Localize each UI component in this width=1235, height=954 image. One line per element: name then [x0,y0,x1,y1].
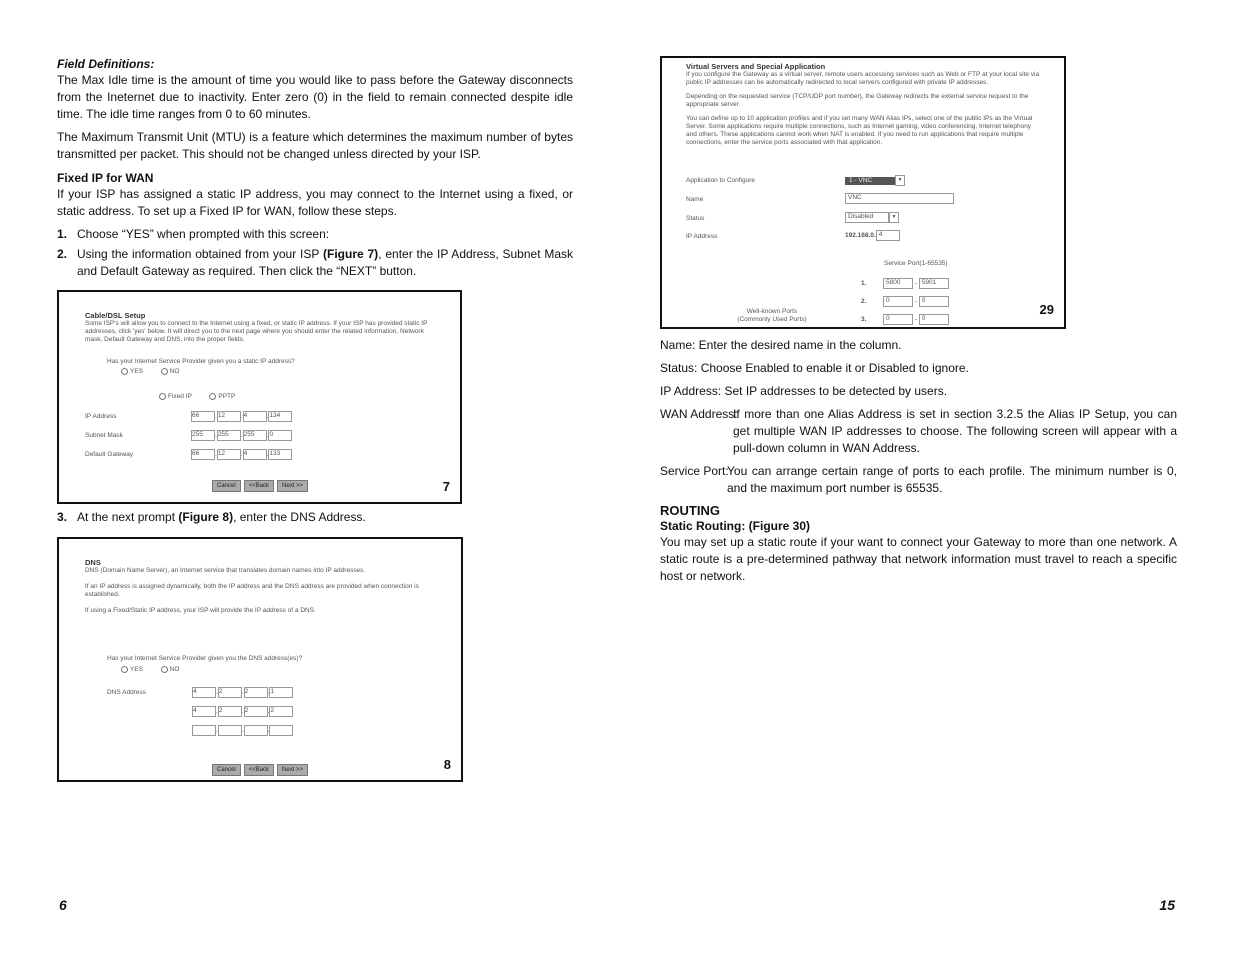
port-row-1: 1. 5800 - 5901 [861,278,949,289]
application-label: Application to Configure [686,177,756,184]
gw-octet-4[interactable]: 133 [268,449,292,460]
dns-description-1: DNS (Domain Name Server), an Internet service that translates domain names into IP addresses. [85,567,366,574]
vs-description-1: If you configure the Gateway as a virtual server, remote users accessing services such as Web or FTP at your local site via public IP addresses can be automatically redirected to local servers configured with private IP addresses. [686,71,1040,86]
subnet-mask-fields [191,430,292,441]
chevron-down-icon: ▼ [895,175,905,186]
ip-octet-1[interactable]: 66 [191,411,215,422]
service-port-header: Service Port(1-65535) [884,260,948,267]
dns3-octet-1[interactable] [192,725,216,736]
static-ip-radio-group [121,368,179,376]
port-row-2: 2. 0 - 0 [861,296,949,307]
fig7-buttons [212,480,311,492]
dns3-octet-2[interactable] [218,725,242,736]
status-label: Status [686,215,705,222]
dns3-octet-3[interactable] [244,725,268,736]
well-known-ports-line1: Well-known Ports [746,308,798,315]
fig8-buttons [212,764,311,776]
static-ip-question: Has your Internet Service Provider given you a static IP address? [107,358,295,365]
routing-heading: ROUTING [660,503,720,518]
cable-dsl-description: Some ISP's will allow you to connect to the Internet using a fixed, or static IP address. If your ISP has provided static IP addresses, click 'yes' below. It will direct you to the next page where you should enter the related information, Network mask, Default Gateway and DNS, into the proper fields. [85,320,428,343]
ip-prefix: 192.168.0. [845,232,876,240]
ip-address-label-29: IP Address [686,233,718,240]
figure-8 [57,537,463,782]
wan-address-text: If more than one Alias Address is set in section 3.2.5 the Alias IP Setup, you can get multiple WAN IP addresses to choose. The following screen will appear with a pull-down column in WAN Address. [733,407,1177,455]
dns-yes-label: YES [130,666,144,674]
dns-address-1-fields [192,687,293,698]
dns1-octet-2[interactable]: 2 [218,687,242,698]
dns2-octet-1[interactable]: 4 [192,706,216,717]
vs-description-3: You can define up to 10 application profiles and if you set many WAN Alias IPs, select one of the public IPs as the Virtual Server. Some applications require multiple connections, such as Internet gaming, video conferencing, Internet telephony and others. These applications cannot work when NAT is enabled. If you need to run applications that require multiple connections, enter the service ports associated with that application. [686,115,1033,146]
status-select-value: Disabled [845,212,889,223]
dns-no-radio[interactable] [161,666,168,673]
port-2-to[interactable]: 0 [919,296,949,307]
mask-octet-1[interactable]: 255 [191,430,215,441]
ip-address-group-29 [845,230,900,241]
virtual-servers-screenshot [686,63,1041,147]
ip-last-octet-input[interactable]: 4 [876,230,900,241]
step-2-post: , enter the IP Address, Subnet Mask and Default Gateway as required. Then click the “NEXT” button. [77,247,574,278]
port-row-3-number: 3. [861,316,867,324]
fixed-ip-radio[interactable] [159,393,166,400]
well-known-ports-line2: (Commonly Used Ports) [737,316,807,323]
no-radio[interactable] [161,368,168,375]
field-definitions-heading: Field Definitions: [57,57,155,71]
vs-description-2: Depending on the requested service (TCP/UDP port number), the Gateway redirects the external service request to the appropriate server. [686,93,1029,108]
right-text [660,337,1177,585]
step-3-number: 3. [57,510,68,524]
figure-29-number: 29 [1039,302,1054,317]
dns-address-label: DNS Address [107,689,147,696]
name-label: Name [686,196,704,203]
default-gateway-label: Default Gateway [85,451,134,458]
yes-radio[interactable] [121,368,128,375]
dns3-octet-4[interactable] [269,725,293,736]
step-1 [57,226,573,243]
step-2-figure-ref: (Figure 7) [323,247,379,261]
status-chevron-down-icon: ▼ [889,212,899,223]
step-3-pre: At the next prompt [77,510,179,524]
gw-octet-3[interactable]: 4 [243,449,267,460]
service-port-text: You can arrange certain range of ports to each profile. The minimum number is 0, and the maximum port number is 65535. [727,464,1177,495]
static-routing-paragraph: You may set up a static route if your want to connect your Gateway to more than one network. A static route is a pre-determined pathway that network information must travel to reach a specific host or network. [660,535,1177,583]
figure-7-number: 7 [442,479,450,494]
port-1-from[interactable]: 5800 [883,278,913,289]
dns-radio-group [121,666,179,674]
step-2-pre: Using the information obtained from your ISP [77,247,324,261]
no-label: NO [169,368,180,376]
port-3-to[interactable]: 0 [919,314,949,325]
dns-no-label: NO [169,666,180,674]
service-port-description [660,463,1177,497]
dns1-octet-3[interactable]: 2 [244,687,268,698]
status-description: Status: Choose Enabled to enable it or Disabled to ignore. [660,361,969,375]
dns-description-3: If using a Fixed/Static IP address, your ISP will provide the IP address of a DNS. [85,607,316,614]
step-2 [57,246,573,280]
name-field-wrap [845,193,954,204]
dns-question: Has your Internet Service Provider given you the DNS address(es)? [107,655,303,662]
ip-address-label: IP Address [85,413,117,420]
application-select-value: 1 - VNC [845,177,895,185]
yes-label: YES [130,368,144,376]
port-3-from[interactable]: 0 [883,314,913,325]
step-2-number: 2. [57,247,68,261]
pptp-label: PPTP [218,393,236,401]
figure-29 [660,56,1066,329]
mask-octet-4[interactable]: 0 [268,430,292,441]
port-2-from[interactable]: 0 [883,296,913,307]
dns2-octet-3[interactable]: 2 [244,706,268,717]
next-button[interactable]: Next >> [277,480,308,492]
dns2-octet-2[interactable]: 2 [218,706,242,717]
dns-address-2-fields [192,706,293,717]
dns-description-2: If an IP address is assigned dynamically, both the IP address and the DNS address are provided when connection is established. [85,583,419,598]
port-row-2-number: 2. [861,298,867,306]
step-1-text: Choose “YES” when prompted with this screen: [77,227,330,241]
gw-octet-2[interactable]: 12 [217,449,241,460]
step-1-number: 1. [57,227,68,241]
port-1-to[interactable]: 5901 [919,278,949,289]
default-gateway-fields [191,449,292,460]
wan-address-description [660,406,1177,457]
ip-octet-2[interactable]: 12 [217,411,241,422]
dns1-octet-1[interactable]: 4 [192,687,216,698]
ip-description: IP Address: Set IP addresses to be detected by users. [660,384,948,398]
connection-type-group [159,393,235,401]
gw-octet-1[interactable]: 66 [191,449,215,460]
fixed-ip-paragraph: If your ISP has assigned a static IP address, you may connect to the Internet using a fixed, or static address. To set up a Fixed IP for WAN, follow these steps. [57,187,573,218]
back-button[interactable]: <<Back [244,480,274,492]
dns-title: DNS [85,558,101,567]
ip-address-fields [191,411,292,422]
mask-octet-3[interactable]: 255 [243,430,267,441]
ip-octet-4[interactable]: 134 [268,411,292,422]
port-row-3: 3. 0 - 0 [861,314,949,325]
dns-cancel-button[interactable]: Cancel [212,764,241,776]
cancel-button[interactable]: Cancel [212,480,241,492]
dns-screenshot [85,559,435,615]
step-3-figure-ref: (Figure 8) [178,510,234,524]
cable-dsl-screenshot [85,312,430,344]
figure-7 [57,290,462,504]
step-3 [57,509,573,526]
dns1-octet-4[interactable]: 1 [269,687,293,698]
status-select[interactable] [845,212,899,223]
step-3-post: , enter the DNS Address. [233,510,366,524]
name-input[interactable]: VNC [845,193,954,204]
page-number-left: 6 [59,897,67,913]
fixed-ip-heading: Fixed IP for WAN [57,171,154,185]
dns-next-button[interactable]: Next >> [277,764,308,776]
dns2-octet-4[interactable]: 2 [269,706,293,717]
application-select[interactable] [845,175,905,186]
name-description: Name: Enter the desired name in the column. [660,338,902,352]
mask-octet-2[interactable]: 255 [217,430,241,441]
ip-octet-3[interactable]: 4 [243,411,267,422]
well-known-ports-button[interactable] [712,308,832,324]
dns-back-button[interactable]: <<Back [244,764,274,776]
port-row-1-number: 1. [861,280,867,288]
fixed-ip-label: Fixed IP [168,393,192,401]
cable-dsl-title: Cable/DSL Setup [85,311,146,320]
service-port-label: Service Port: [660,464,729,478]
dns-yes-radio[interactable] [121,666,128,673]
idle-time-paragraph: The Max Idle time is the amount of time you would like to pass before the Gateway disconnects from the Ineternet due to inactivity. Enter zero (0) in the field to remain connected despite idle time. The idle time ranges from 0 to 60 minutes. [57,73,573,121]
pptp-radio[interactable] [209,393,216,400]
dns-address-3-fields [192,725,293,736]
page-number-right: 15 [1159,897,1175,913]
static-routing-heading: Static Routing: (Figure 30) [660,519,810,533]
wan-address-label: WAN Address: [660,407,738,421]
figure-8-number: 8 [443,757,451,772]
mtu-paragraph: The Maximum Transmit Unit (MTU) is a feature which determines the maximum number of bytes transmitted per packet. This should not be changed unless directed by your ISP. [57,130,573,161]
subnet-mask-label: Subnet Mask [85,432,123,439]
virtual-servers-title: Virtual Servers and Special Application [686,62,826,71]
